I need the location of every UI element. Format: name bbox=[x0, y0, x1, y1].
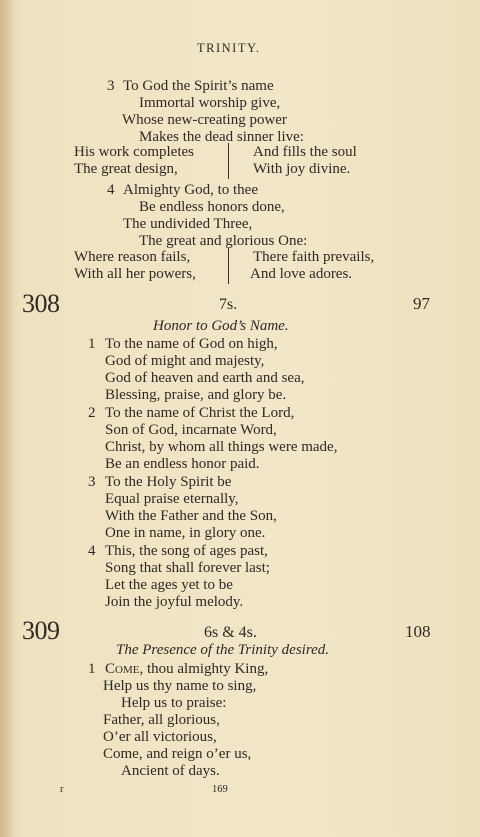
verse-line: Makes the dead sinner live: bbox=[139, 129, 304, 145]
stanza-number: 4 bbox=[88, 543, 96, 559]
verse-line: To God the Spirit’s name bbox=[123, 78, 274, 94]
verse-line: The undivided Three, bbox=[123, 216, 253, 232]
verse-line: Song that shall forever last; bbox=[105, 560, 270, 576]
stanza-number: 4 bbox=[107, 182, 115, 198]
verse-line: Christ, by whom all things were made, bbox=[105, 439, 338, 455]
verse-line: Be an endless honor paid. bbox=[105, 456, 260, 472]
hymn-title: The Presence of the Trinity desired. bbox=[116, 642, 330, 658]
verse-line: God of heaven and earth and sea, bbox=[105, 370, 305, 386]
stanza-number: 3 bbox=[88, 474, 96, 490]
verse-line: Help us to praise: bbox=[121, 695, 227, 711]
verse-line: Let the ages yet to be bbox=[105, 577, 233, 593]
verse-line bbox=[105, 661, 268, 678]
column-divider bbox=[228, 248, 229, 284]
verse-line: Blessing, praise, and glory be. bbox=[105, 387, 287, 403]
verse-line-right: With joy divine. bbox=[253, 161, 351, 177]
verse-line: Equal praise eternally, bbox=[105, 491, 239, 507]
stanza-number: 1 bbox=[88, 661, 96, 677]
verse-line: Be endless honors done, bbox=[139, 199, 285, 215]
column-divider bbox=[228, 143, 229, 179]
verse-line: Ancient of days. bbox=[121, 763, 220, 779]
verse-line: Help us thy name to sing, bbox=[103, 678, 257, 694]
hymn-number: 309 bbox=[22, 616, 60, 645]
signature-mark: r bbox=[60, 784, 64, 795]
verse-line-right: And love adores. bbox=[250, 266, 353, 282]
verse-line: Father, all glorious, bbox=[103, 712, 220, 728]
hymn-meter: 7s. bbox=[219, 296, 238, 313]
verse-line: Immortal worship give, bbox=[139, 95, 281, 111]
stanza-number: 1 bbox=[88, 336, 96, 352]
tune-number: 108 bbox=[405, 622, 431, 641]
verse-line-right: And fills the soul bbox=[253, 144, 357, 160]
verse-line-left: The great design, bbox=[74, 161, 178, 177]
stanza-number: 2 bbox=[88, 405, 96, 421]
verse-line: One in name, in glory one. bbox=[105, 525, 266, 541]
verse-line: God of might and majesty, bbox=[105, 353, 265, 369]
verse-line: To the name of Christ the Lord, bbox=[105, 405, 295, 421]
verse-line: With the Father and the Son, bbox=[105, 508, 277, 524]
first-word: Come, bbox=[105, 661, 144, 677]
hymn-title: Honor to God’s Name. bbox=[153, 318, 289, 334]
verse-line: To the Holy Spirit be bbox=[105, 474, 232, 490]
verse-line-right: There faith prevails, bbox=[253, 249, 375, 265]
verse-line-left: Where reason fails, bbox=[74, 249, 191, 265]
verse-line-left: His work completes bbox=[74, 144, 194, 160]
verse-line: The great and glorious One: bbox=[139, 233, 308, 249]
verse-line: Come, and reign o’er us, bbox=[103, 746, 252, 762]
verse-line-left: With all her powers, bbox=[74, 266, 196, 282]
tune-number: 97 bbox=[413, 294, 430, 313]
running-head: TRINITY. bbox=[197, 41, 261, 55]
verse-line: Whose new-creating power bbox=[122, 112, 287, 128]
first-line-rest: thou almighty King, bbox=[143, 661, 269, 677]
stanza-number: 3 bbox=[107, 78, 115, 94]
hymn-number: 308 bbox=[22, 289, 60, 318]
page-number: 169 bbox=[212, 784, 228, 795]
hymn-meter: 6s & 4s. bbox=[204, 624, 257, 641]
verse-line: Son of God, incarnate Word, bbox=[105, 422, 277, 438]
verse-line: O’er all victorious, bbox=[103, 729, 217, 745]
verse-line: To the name of God on high, bbox=[105, 336, 278, 352]
verse-line: Almighty God, to thee bbox=[123, 182, 258, 198]
verse-line: Join the joyful melody. bbox=[105, 594, 244, 610]
verse-line: This, the song of ages past, bbox=[105, 543, 268, 559]
